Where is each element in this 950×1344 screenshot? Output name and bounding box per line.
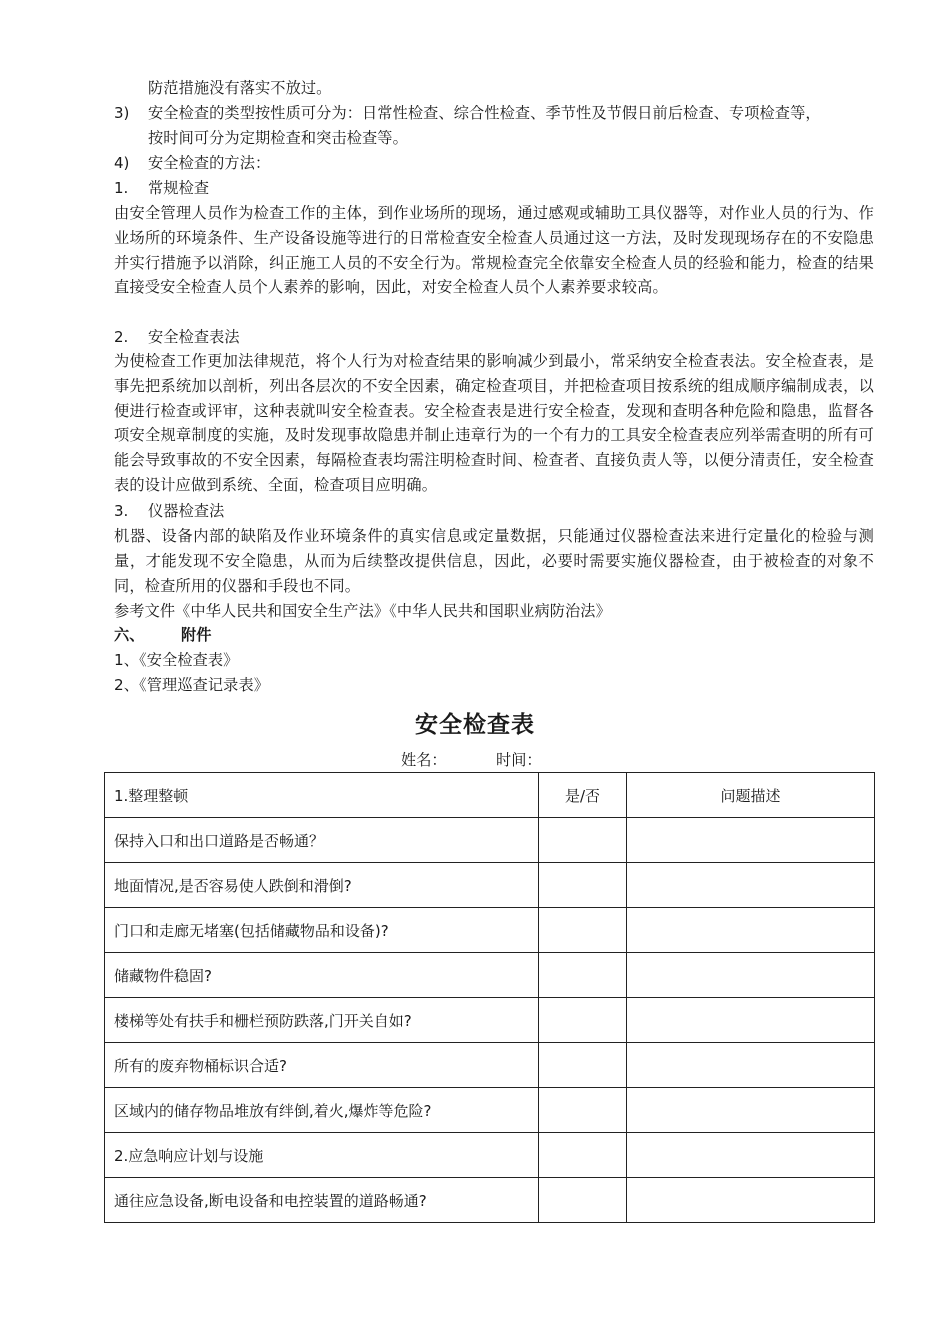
attachment-item: 2、《管理巡查记录表》 <box>114 676 270 694</box>
table-row <box>105 863 875 908</box>
description-cell[interactable] <box>627 863 875 908</box>
method-title: 仪器检查法 <box>148 502 225 520</box>
row-section-heading: 2.应急响应计划与设施 <box>105 1133 539 1178</box>
header-item: 1.整理整顿 <box>105 773 539 818</box>
table-row <box>105 1043 875 1088</box>
method-title: 安全检查表法 <box>148 328 240 346</box>
item-number: 3) <box>114 104 130 122</box>
table-row <box>105 908 875 953</box>
row-question: 保持入口和出口道路是否畅通？ <box>105 818 539 863</box>
yesno-cell[interactable] <box>539 1133 627 1178</box>
description-cell[interactable] <box>627 998 875 1043</box>
description-cell[interactable] <box>627 818 875 863</box>
section-number: 六、 <box>114 626 145 644</box>
table-row <box>105 998 875 1043</box>
yesno-cell[interactable] <box>539 998 627 1043</box>
yesno-cell[interactable] <box>539 953 627 998</box>
yesno-cell[interactable] <box>539 908 627 953</box>
row-question: 门口和走廊无堵塞(包括储藏物品和设备)? <box>105 908 539 953</box>
row-question: 地面情况,是否容易使人跌倒和滑倒? <box>105 863 539 908</box>
text-line: 防范措施没有落实不放过。 <box>148 79 332 97</box>
yesno-cell[interactable] <box>539 1043 627 1088</box>
description-cell[interactable] <box>627 908 875 953</box>
description-cell[interactable] <box>627 953 875 998</box>
table-row <box>105 953 875 998</box>
yesno-cell[interactable] <box>539 818 627 863</box>
row-question: 区域内的储存物品堆放有绊倒,着火,爆炸等危险? <box>105 1088 539 1133</box>
method-number: 1. <box>114 179 129 197</box>
time-label: 时间： <box>496 751 542 769</box>
description-cell[interactable] <box>627 1043 875 1088</box>
yesno-cell[interactable] <box>539 1178 627 1223</box>
table-row <box>105 1178 875 1223</box>
description-cell[interactable] <box>627 1088 875 1133</box>
method-number: 3. <box>114 502 129 520</box>
method-number: 2. <box>114 328 129 346</box>
table-header-row <box>105 773 875 818</box>
yesno-cell[interactable] <box>539 1088 627 1133</box>
text-line: 安全检查的方法： <box>148 154 271 172</box>
name-label: 姓名： <box>401 751 447 769</box>
item-number: 4) <box>114 154 130 172</box>
description-cell[interactable] <box>627 1133 875 1178</box>
form-title: 安全检查表 <box>415 712 535 738</box>
table-row <box>105 1133 875 1178</box>
method-paragraph: 为使检查工作更加法律规范，将个人行为对检查结果的影响减少到最小，常采纳安全检查表法。安全检查表，是事先把系统加以剖析，列出各层次的不安全因素，确定检查项目，并把检查项目按系统的组成顺序编制成表，以便进行检查或评审，这种表就叫安全检查表。安全检查表是进行安全检查，发现和查明各种危险和隐患，监督各项安全规章制度的实施，及时发现事故隐患并制止违章行为的一个有力的工具安全检查表应列举需查明的所有可能会导致事故的不安全因素，每隔检查表均需注明检查时间、检查者、直接负责人等，以便分清责任，安全检查表的设计应做到系统、全面，检查项目应明确。 <box>114 352 874 494</box>
method-paragraph: 机器、设备内部的缺陷及作业环境条件的真实信息或定量数据，只能通过仪器检查法来进行定量化的检验与测量，才能发现不安全隐患，从而为后续整改提供信息，因此，必要时需要实施仪器检查，由于被检查的对象不同，检查所用的仪器和手段也不同。 <box>114 527 874 595</box>
method-paragraph: 由安全管理人员作为检查工作的主体，到作业场所的现场，通过感观或辅助工具仪器等，对作业人员的行为、作业场所的环境条件、生产设备设施等进行的日常检查安全检查人员通过这一方法，及时发现现场存在的不安隐患并实行措施予以消除，纠正施工人员的不安全行为。常规检查完全依靠安全检查人员的经验和能力，检查的结果直接受安全检查人员个人素养的影响，因此，对安全检查人员个人素养要求较高。 <box>114 204 874 297</box>
header-yesno: 是/否 <box>539 773 627 818</box>
table-row <box>105 1088 875 1133</box>
header-description: 问题描述 <box>627 773 875 818</box>
row-question: 楼梯等处有扶手和栅栏预防跌落,门开关自如? <box>105 998 539 1043</box>
text-line: 安全检查的类型按性质可分为：日常性检查、综合性检查、季节性及节假日前后检查、专项检查等， <box>148 104 821 122</box>
attachment-item: 1、《安全检查表》 <box>114 651 239 669</box>
row-question: 通往应急设备,断电设备和电控装置的道路畅通? <box>105 1178 539 1223</box>
table-row <box>105 818 875 863</box>
description-cell[interactable] <box>627 1178 875 1223</box>
check-table <box>104 772 875 1223</box>
yesno-cell[interactable] <box>539 863 627 908</box>
reference-line: 参考文件《中华人民共和国安全生产法》《中华人民共和国职业病防治法》 <box>114 602 611 620</box>
section-title: 附件 <box>181 626 212 644</box>
method-title: 常规检查 <box>148 179 210 197</box>
text-line: 按时间可分为定期检查和突击检查等。 <box>148 129 408 147</box>
row-question: 所有的废弃物桶标识合适? <box>105 1043 539 1088</box>
row-question: 储藏物件稳固? <box>105 953 539 998</box>
